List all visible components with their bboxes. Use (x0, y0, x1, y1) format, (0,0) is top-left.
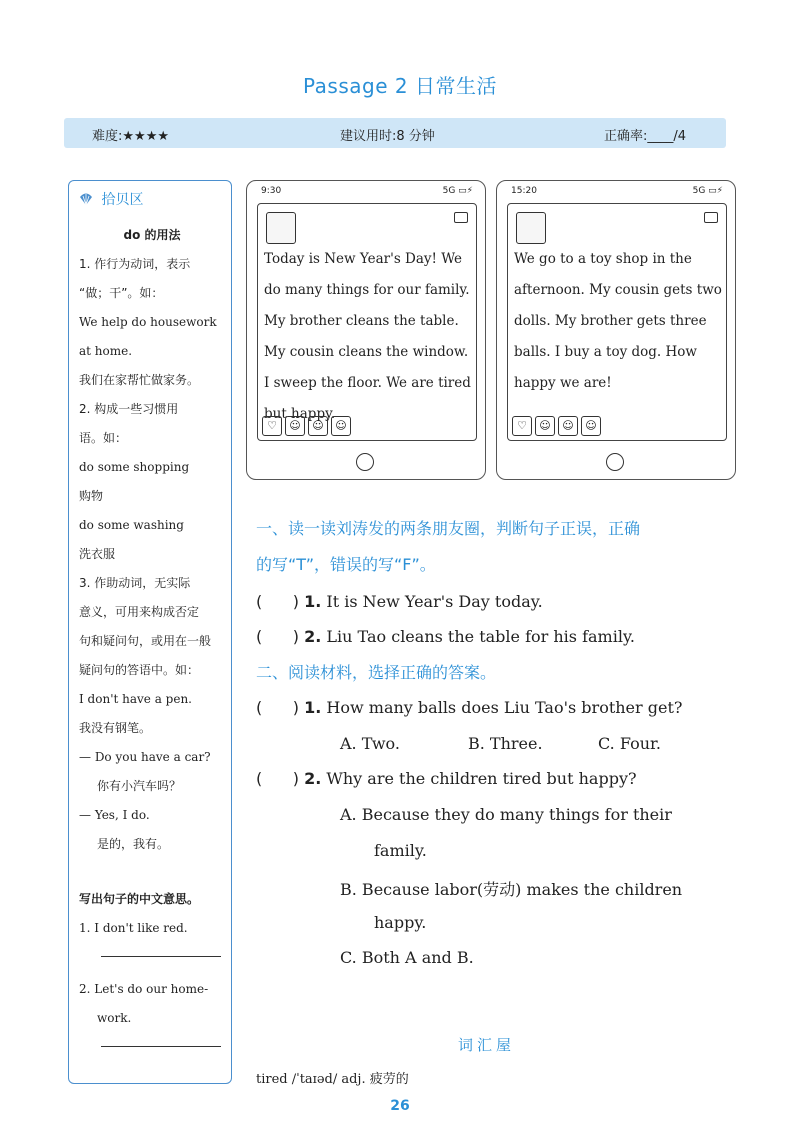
sidebar-content (79, 221, 225, 1065)
question: ( ) 1. It is New Year's Day today. (256, 592, 543, 611)
sidebar-heading: 拾贝区 (79, 189, 143, 209)
exercise-item: 2. Let's do our home- (79, 982, 209, 996)
info-bar (64, 118, 726, 148)
signal-icon: 5G ▭⚡ (692, 186, 723, 196)
avatar (516, 212, 546, 244)
phone-screen (257, 203, 477, 441)
post-text: Today is New Year's Day! We do many things for our family. My brother cleans the table. My cousin cleans the window. I sweep the floor. We are tired but happy. (264, 251, 471, 422)
phone-time: 15:20 (511, 186, 537, 196)
vocab-title: 词汇屋 (458, 1036, 516, 1054)
face-icon: ☺ (285, 416, 305, 436)
heart-icon: ♡ (262, 416, 282, 436)
sidebar-line: at home. (79, 344, 133, 358)
difficulty: 难度:★★★★ (92, 129, 169, 144)
sidebar-line: “做；干”。如： (79, 286, 164, 300)
signal-icon: 5G ▭⚡ (442, 186, 473, 196)
option: C. Four. (598, 734, 661, 753)
reaction-icons (512, 414, 604, 436)
sidebar-line: We help do housework (79, 315, 217, 329)
option-cont: happy. (374, 913, 427, 932)
sidebar-line: 句和疑问句，或用在一般 (79, 634, 212, 648)
sidebar-line: 购物 (79, 489, 104, 503)
vocab-entry: tired /ˈtaɪəd/ adj. 疲劳的 (256, 1072, 409, 1087)
page-title: Passage 2 日常生活 (303, 74, 497, 98)
sidebar-line: do some washing (79, 518, 184, 532)
sidebar-line: I don't have a pen. (79, 692, 192, 706)
avatar (266, 212, 296, 244)
sidebar-line: — Do you have a car? (79, 750, 211, 764)
phone-post-1 (246, 180, 486, 480)
question: ( ) 1. How many balls does Liu Tao's brother get? (256, 698, 683, 717)
sidebar-line: 我们在家帮忙做家务。 (79, 373, 200, 387)
home-button-icon (356, 453, 374, 471)
exercise-item: work. (97, 1011, 132, 1025)
camera-icon (454, 212, 468, 223)
sidebar-line: 2. 构成一些习惯用 (79, 402, 179, 416)
exercise-item: 1. I don't like red. (79, 921, 188, 935)
post-text: We go to a toy shop in the afternoon. My cousin gets two dolls. My brother gets three balls. I buy a toy dog. How happy we are! (514, 251, 722, 391)
option: B. Three. (468, 734, 543, 753)
face-icon: ☺ (581, 416, 601, 436)
option: C. Both A and B. (340, 948, 474, 967)
sidebar-line: 语。如： (79, 431, 128, 445)
option: A. Two. (340, 734, 400, 753)
home-button-icon (606, 453, 624, 471)
face-icon: ☺ (558, 416, 578, 436)
accuracy: 正确率:____/4 (604, 129, 687, 144)
face-icon: ☺ (308, 416, 328, 436)
section-2-instruction: 二、阅读材料，选择正确的答案。 (256, 663, 497, 682)
tips-sidebar (68, 180, 232, 1084)
option: A. Because they do many things for their (340, 805, 672, 824)
sidebar-line: — Yes, I do. (79, 808, 150, 822)
sidebar-line: 意义，可用来构成否定 (79, 605, 200, 619)
sidebar-line: 疑问句的答语中。如： (79, 663, 200, 677)
shell-icon (79, 192, 93, 206)
phone-screen (507, 203, 727, 441)
exercise-title: 写出句子的中文意思。 (79, 892, 200, 906)
phone-time: 9:30 (261, 186, 282, 196)
sidebar-line: do some shopping (79, 460, 190, 474)
camera-icon (704, 212, 718, 223)
sidebar-line: 我没有钢笔。 (79, 721, 152, 735)
answer-blank (101, 1045, 221, 1047)
suggested-time: 建议用时:8 分钟 (340, 129, 435, 144)
question: ( ) 2. Liu Tao cleans the table for his family. (256, 627, 635, 646)
answer-blank (101, 955, 221, 957)
sidebar-line: do 的用法 (123, 228, 181, 242)
sidebar-line: 你有小汽车吗？ (97, 779, 182, 793)
phone-post-2 (496, 180, 736, 480)
sidebar-line: 3. 作助动词，无实际 (79, 576, 191, 590)
section-1-instruction: 一、读一读刘涛发的两条朋友圈，判断句子正误，正确 (256, 519, 641, 538)
face-icon: ☺ (535, 416, 555, 436)
reaction-icons (262, 414, 354, 436)
heart-icon: ♡ (512, 416, 532, 436)
sidebar-line: 洗衣服 (79, 547, 116, 561)
page-number: 26 (390, 1098, 410, 1114)
face-icon: ☺ (331, 416, 351, 436)
option: B. Because labor(劳动) makes the children (340, 880, 683, 899)
option-cont: family. (374, 841, 427, 860)
sidebar-line: 1. 作行为动词，表示 (79, 257, 191, 271)
question: ( ) 2. Why are the children tired but happy? (256, 769, 637, 788)
sidebar-line: 是的，我有。 (97, 837, 170, 851)
section-1-instruction-cont: 的写“T”，错误的写“F”。 (256, 555, 436, 574)
